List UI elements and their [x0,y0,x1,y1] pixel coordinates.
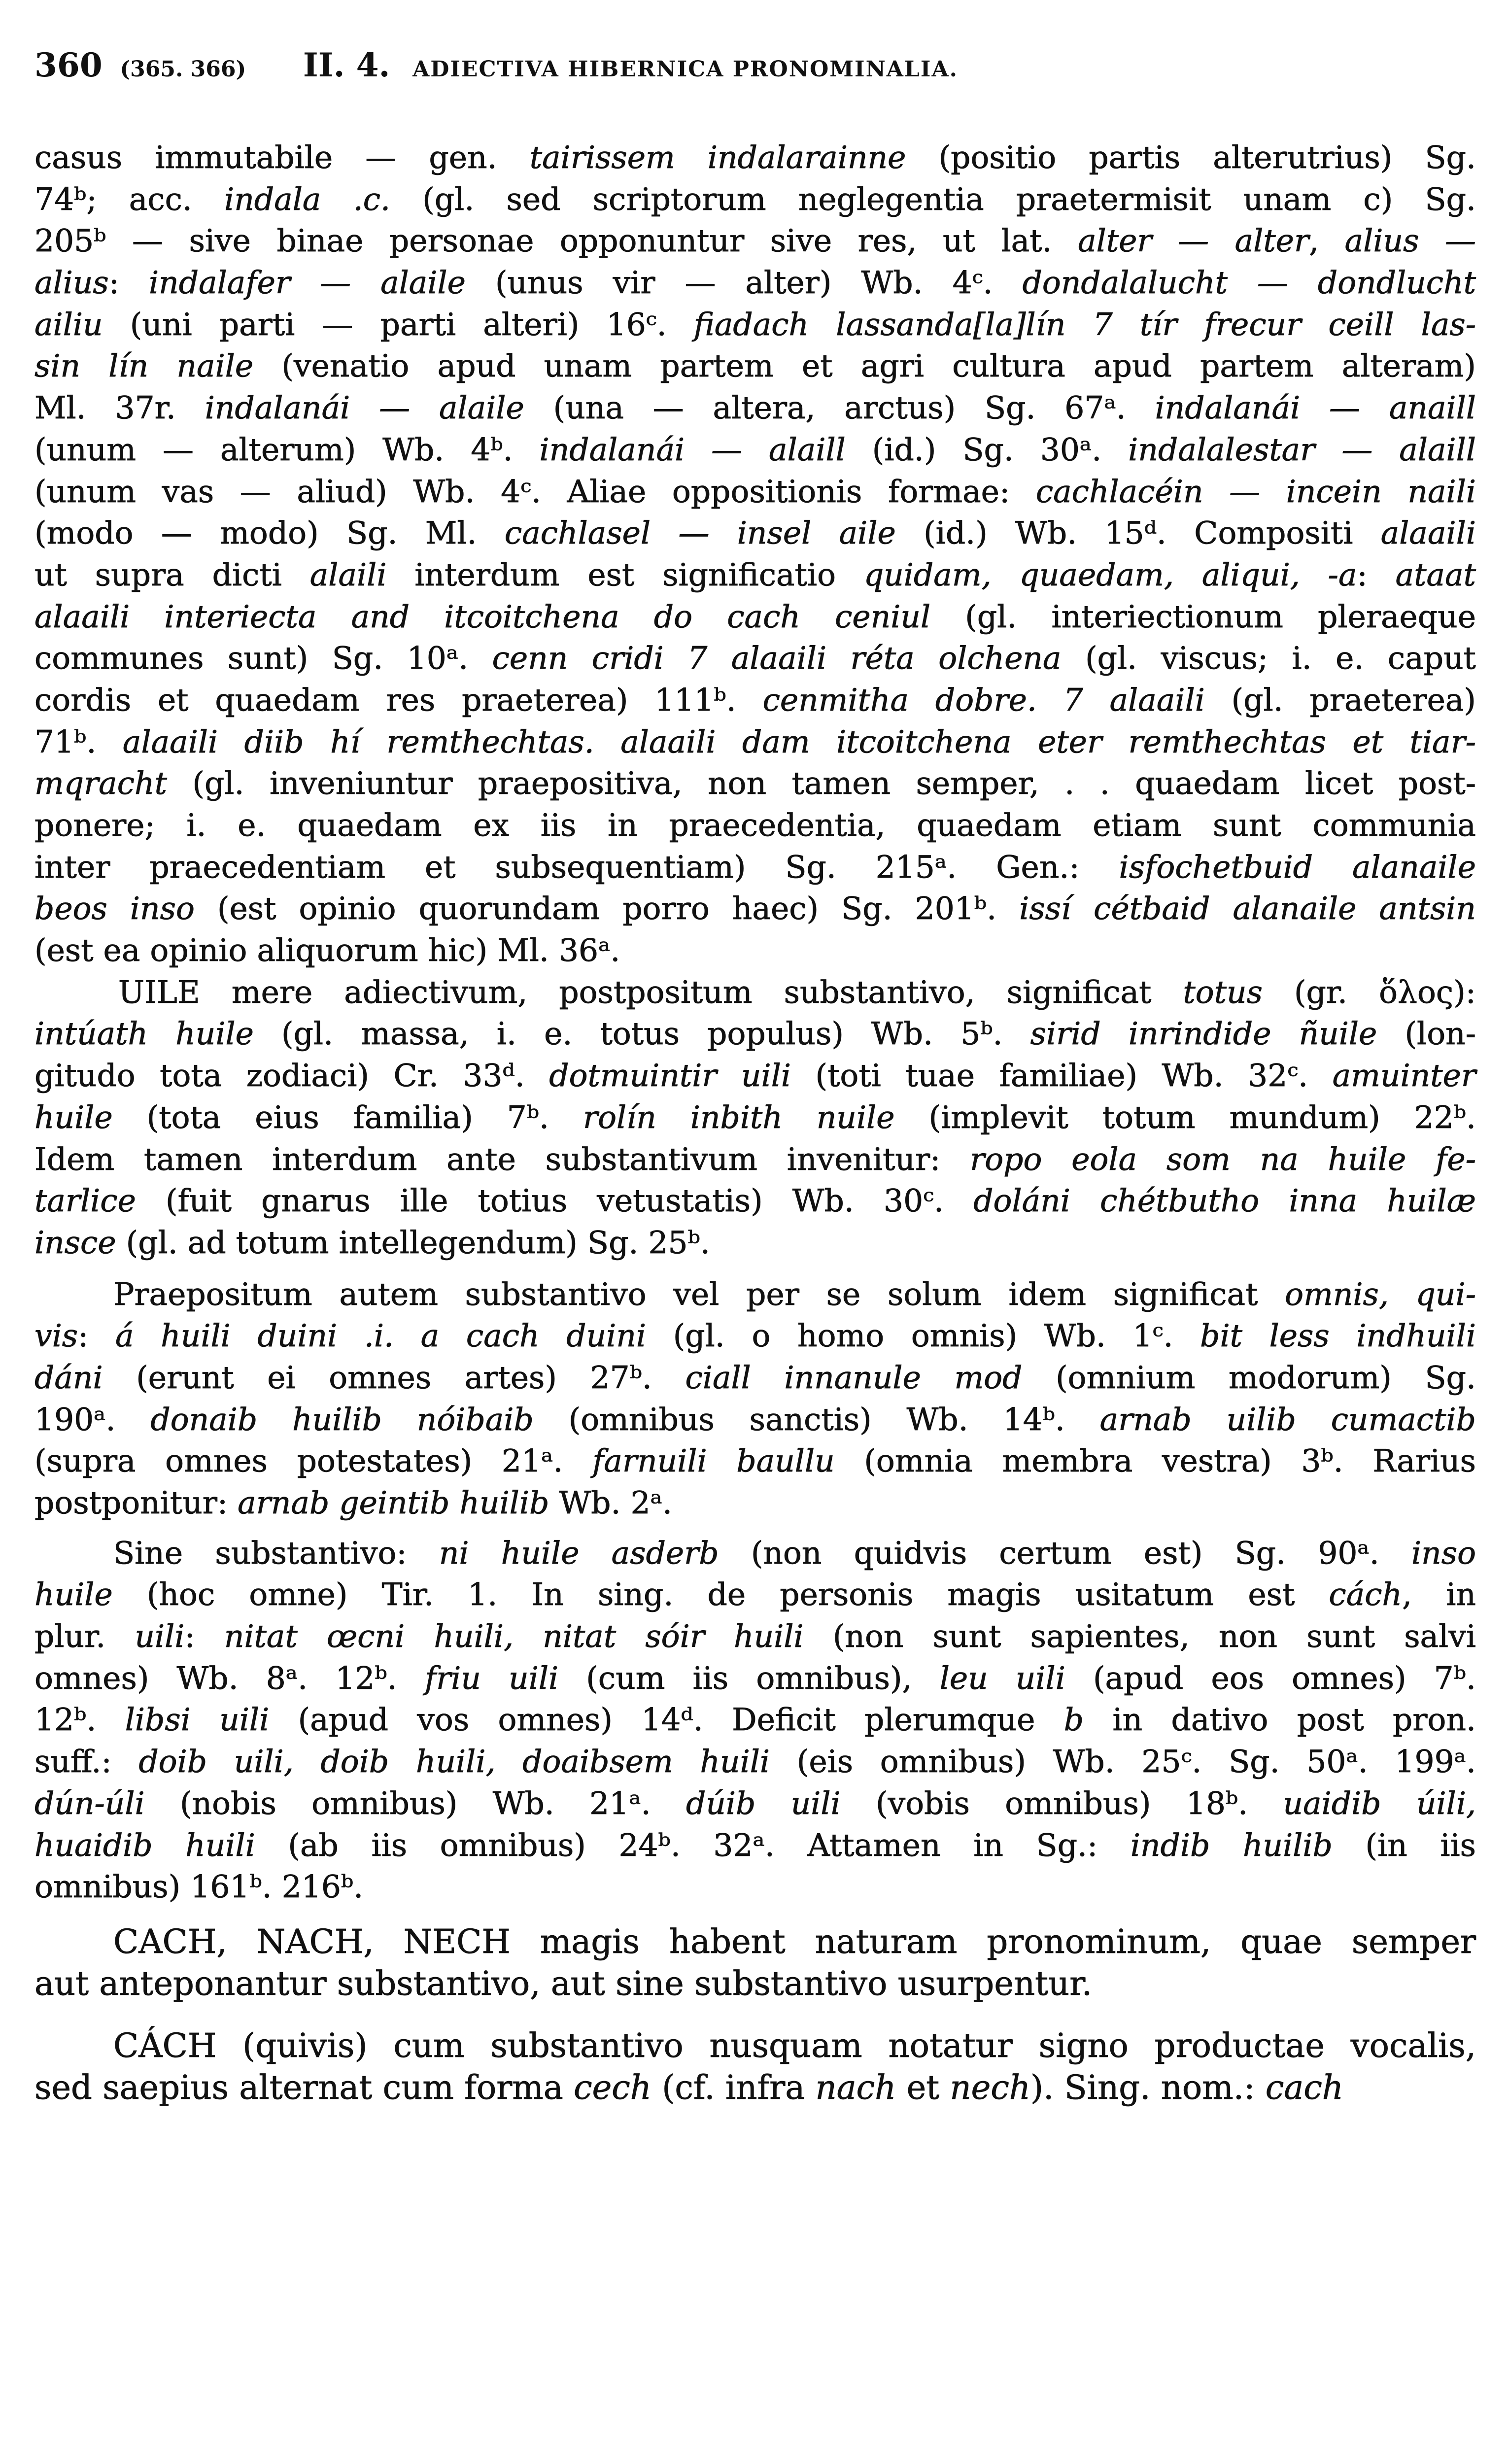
body-text [34,137,1476,2109]
text-line [34,888,1476,930]
latin-text: 190ᵃ. [34,1401,151,1437]
latin-text: (positio partis alterutrius) Sg. [906,139,1476,175]
section-references: (365. 366) [120,57,246,82]
irish-quotation: huile [34,1099,113,1135]
latin-text: (apud eos omnes) 7ᵇ. [1065,1660,1476,1696]
irish-quotation: insce [34,1224,116,1261]
latin-text: Idem tamen interdum ante substantivum invenitur: [34,1141,970,1177]
text-line [34,1274,1476,1316]
irish-quotation: indalalestar — alaill [1128,431,1476,468]
irish-quotation: mqracht [34,765,167,802]
latin-text: Ml. 37r. [34,390,205,426]
irish-quotation: sin lín naile [34,348,254,384]
latin-text: : [184,1618,224,1655]
text-line [34,1658,1476,1700]
irish-quotation: issí cétbaid alanaile antsin [1019,890,1476,927]
latin-text: CACH, NACH, NECH magis habent naturam pronominum, quae semper [113,1922,1476,1961]
latin-text: ). Sing. nom.: [1030,2068,1266,2107]
chapter-title: ADIECTIVA HIBERNICA PRONOMINALIA. [412,57,958,82]
text-line [34,179,1476,221]
latin-text: (erunt ei omnes artes) 27ᵇ. [103,1359,685,1396]
paragraph [34,137,1476,1264]
irish-quotation: ataat [1395,556,1476,593]
latin-text: (gl. viscus; i. e. caput [1061,640,1476,677]
latin-text: , in [1402,1576,1476,1613]
latin-text: communes sunt) Sg. 10ᵃ. [34,640,492,677]
text-line [34,1055,1476,1097]
text-line [34,930,1476,972]
text-line [34,1357,1476,1399]
latin-text: (non quidvis certum est) Sg. 90ᵃ. [719,1535,1412,1571]
irish-quotation: ailiu [34,306,103,342]
irish-quotation: b [1063,1702,1084,1738]
latin-text: (omnibus sanctis) Wb. 14ᵇ. [533,1401,1100,1437]
text-line [34,1574,1476,1616]
latin-text: (non sunt sapientes, non sunt salvi [803,1618,1476,1655]
text-line [34,1699,1476,1741]
latin-text: casus immutabile — gen. [34,139,530,175]
text-line [34,1825,1476,1867]
latin-text: (omnium modorum) Sg. [1022,1359,1476,1396]
text-line [34,1139,1476,1181]
latin-text: postponitur: [34,1485,238,1521]
text-line [34,680,1476,721]
irish-quotation: rolín inbith nuile [583,1099,895,1135]
latin-text: (unum — alterum) Wb. 4ᵇ. [34,431,540,468]
irish-quotation: leu uili [939,1660,1065,1696]
latin-text: (gl. praeterea) [1204,682,1476,718]
latin-text: 71ᵇ. [34,723,123,760]
irish-quotation: dún-úli [34,1785,145,1821]
irish-quotation: alius [34,265,109,301]
text-line [34,387,1476,429]
irish-quotation: libsi uili [125,1702,270,1738]
page-number: 360 [34,46,103,84]
text-line [34,1315,1476,1357]
latin-text: (una — altera, arctus) Sg. 67ᵃ. [524,390,1155,426]
irish-quotation: indalanái — anaill [1155,390,1476,426]
irish-quotation: beos inso [34,890,195,927]
latin-text: (unum vas — aliud) Wb. 4ᶜ. Aliae oppositionis formae: [34,473,1036,510]
text-line [34,847,1476,889]
text-line [34,304,1476,346]
latin-text: (gl. interiectionum pleraeque [930,598,1476,635]
latin-text: (in iis [1332,1827,1476,1863]
irish-quotation: amuinter [1332,1058,1476,1094]
latin-text: (eis omnibus) Wb. 25ᶜ. Sg. 50ᵃ. 199ᵃ. [770,1744,1476,1780]
latin-text: (vobis omnibus) 18ᵇ. [840,1785,1283,1821]
irish-quotation: cachlacéin — incein naili [1035,473,1476,510]
irish-quotation: indalanái — alaile [205,390,524,426]
irish-quotation: tarlice [34,1183,136,1219]
text-line [34,1482,1476,1524]
latin-text: CÁCH (quivis) cum substantivo nusquam notatur signo productae vocalis, [113,2026,1476,2065]
irish-quotation: friu uili [424,1660,559,1696]
latin-text: et [896,2068,950,2107]
latin-text: (cum iis omnibus), [558,1660,940,1696]
text-line [34,2067,1476,2109]
irish-quotation: nech [950,2068,1031,2107]
irish-quotation: alaaili interiecta and itcoitchena do cach ceniul [34,598,931,635]
latin-text: aut anteponantur substantivo, aut sine substantivo usurpentur. [34,1964,1093,2003]
irish-quotation: ni huile asderb [439,1535,719,1571]
latin-text: (id.) Sg. 30ᵃ. [845,431,1129,468]
text-line [34,972,1476,1014]
text-line [34,1921,1476,1963]
irish-quotation: arnab uilib cumactib [1099,1401,1476,1437]
text-line [34,1013,1476,1055]
text-line [34,471,1476,513]
latin-text: UILE mere adiectivum, postpositum substantivo, significat [118,974,1183,1010]
latin-text: (modo — modo) Sg. Ml. [34,515,505,551]
latin-text: (hoc omne) Tir. 1. In sing. de personis magis usitatum est [112,1576,1329,1613]
latin-text: gitudo tota zodiaci) Cr. 33ᵈ. [34,1058,549,1094]
text-line [34,220,1476,262]
latin-text: (gr. ὅλος): [1262,974,1476,1010]
irish-quotation: farnuili baullu [592,1443,835,1479]
latin-text: (fuit gnarus ille totius vetustatis) Wb. 30ᶜ. [136,1183,974,1219]
irish-quotation: tairissem indalarainne [529,139,906,175]
latin-text: (uni parti — parti alteri) 16ᶜ. [103,306,694,342]
text-line [34,721,1476,763]
latin-text: plur. [34,1618,135,1655]
irish-quotation: cenmitha dobre. 7 alaaili [762,682,1205,718]
irish-quotation: indib huilib [1130,1827,1333,1863]
paragraph [34,1921,1476,2004]
irish-quotation: dúib uili [685,1785,841,1821]
latin-text: (est ea opinio aliquorum hic) Ml. 36ᵃ. [34,932,620,969]
latin-text: : [108,265,149,301]
latin-text: Wb. 2ᵃ. [549,1485,672,1521]
irish-quotation: ropo eola som na huile fe- [970,1141,1476,1177]
irish-quotation: donaib huilib nóibaib [150,1401,534,1437]
chapter-number: II. 4. [303,46,390,84]
latin-text: (id.) Wb. 15ᵈ. Compositi [895,515,1381,551]
latin-text: ponere; i. e. quaedam ex iis in praecedentia, quaedam etiam sunt communia [34,807,1476,843]
latin-text: (tota eius familia) 7ᵇ. [112,1099,583,1135]
latin-text: (cf. infra [651,2068,816,2107]
latin-text: : [1357,556,1396,593]
paragraph [34,1533,1476,1908]
latin-text: (gl. ad totum intellegendum) Sg. 25ᵇ. [116,1224,710,1261]
irish-quotation: quidam, quaedam, aliqui, -a [863,556,1357,593]
irish-quotation: vis [34,1318,78,1354]
latin-text: (apud vos omnes) 14ᵈ. Deficit plerumque [269,1702,1064,1738]
latin-text: (gl. massa, i. e. totus populus) Wb. 5ᵇ. [253,1016,1030,1052]
text-line [34,513,1476,554]
irish-quotation: á huili duini .i. a cach duini [115,1318,647,1354]
latin-text: (est opinio quorundam porro haec) Sg. 201ᵇ. [194,890,1020,927]
latin-text: suff.: [34,1744,139,1780]
latin-text: Praepositum autem substantivo vel per se solum idem significat [113,1276,1285,1312]
latin-text: Sine substantivo: [113,1535,439,1571]
latin-text: in dativo post pron. [1084,1702,1476,1738]
latin-text: inter praecedentiam et subsequentiam) Sg. 215ᵃ. Gen.: [34,849,1119,885]
irish-quotation: sirid inrindide ñuile [1030,1016,1377,1052]
text-line [34,596,1476,638]
irish-quotation: cach [1265,2068,1344,2107]
irish-quotation: huile [34,1576,113,1613]
text-line [34,554,1476,596]
latin-text: : [78,1318,115,1354]
irish-quotation: huaidib huili [34,1827,255,1863]
latin-text: (omnia membra vestra) 3ᵇ. Rarius [834,1443,1476,1479]
latin-text: (venatio apud unam partem et agri cultura apud partem alteram) [253,348,1476,384]
latin-text: 12ᵇ. [34,1702,125,1738]
latin-text: interdum est significatio [386,556,864,593]
text-line [34,1616,1476,1658]
irish-quotation: cách [1329,1576,1403,1613]
latin-text: omnibus) 161ᵇ. 216ᵇ. [34,1869,364,1905]
irish-quotation: cachlasel — insel aile [504,515,896,551]
irish-quotation: uaidib úili, [1283,1785,1476,1821]
latin-text: (toti tuae familiae) Wb. 32ᶜ. [791,1058,1333,1094]
text-line [34,429,1476,471]
irish-quotation: alaili [309,556,387,593]
text-line [34,262,1476,304]
latin-text: (nobis omnibus) Wb. 21ᵃ. [144,1785,686,1821]
latin-text: 205ᵇ — sive binae personae opponuntur sive res, ut lat. [34,223,1078,259]
irish-quotation: omnis, qui- [1285,1276,1476,1312]
text-line [34,1963,1476,2005]
irish-quotation: doláni chétbutho inna huilæ [973,1183,1476,1219]
irish-quotation: dáni [34,1359,103,1396]
latin-text: , [1309,223,1345,259]
latin-text: (gl. o homo omnis) Wb. 1ᶜ. [646,1318,1200,1354]
text-line [34,1783,1476,1825]
text-line [34,137,1476,179]
text-line [34,805,1476,847]
irish-quotation: totus [1183,974,1263,1010]
latin-text: (gl. inveniuntur praepositiva, non tamen semper, . . quaedam licet post- [167,765,1476,802]
latin-text: (gl. sed scriptorum neglegentia praetermisit unam c) Sg. [390,181,1476,217]
text-line [34,763,1476,805]
irish-quotation: dotmuintir uili [549,1058,791,1094]
latin-text: (ab iis omnibus) 24ᵇ. 32ᵃ. Attamen in Sg.: [255,1827,1131,1863]
running-header [34,45,1508,85]
irish-quotation: nach [815,2068,896,2107]
irish-quotation: isfochetbuid alanaile [1119,849,1476,885]
latin-text: 74ᵇ; acc. [34,181,225,217]
irish-quotation: alter — alter [1078,223,1309,259]
text-line [34,345,1476,387]
text-line [34,1097,1476,1139]
text-line [34,2025,1476,2067]
irish-quotation: cenn cridi 7 alaaili réta olchena [492,640,1062,677]
irish-quotation: cech [574,2068,651,2107]
irish-quotation: indalanái — alaill [539,431,846,468]
latin-text: omnes) Wb. 8ᵃ. 12ᵇ. [34,1660,425,1696]
irish-quotation: indalafer — alaile [149,265,466,301]
latin-text: (unus vir — alter) Wb. 4ᶜ. [465,265,1023,301]
irish-quotation: fiadach lassanda[la]lín 7 tír frecur ceill las- [693,306,1476,342]
text-line [34,1222,1476,1264]
paragraph [34,1274,1476,1524]
latin-text: (implevit totum mundum) 22ᵇ. [894,1099,1476,1135]
text-line [34,1741,1476,1783]
latin-text: (supra omnes potestates) 21ᵃ. [34,1443,593,1479]
latin-text: ut supra dicti [34,556,310,593]
irish-quotation: doib uili, doib huili, doaibsem huili [138,1744,770,1780]
text-line [34,1533,1476,1574]
text-line [34,1399,1476,1441]
irish-quotation: uili [135,1618,185,1655]
irish-quotation: alius — [1344,223,1476,259]
text-line [34,1180,1476,1222]
latin-text: cordis et quaedam res praeterea) 111ᵇ. [34,682,763,718]
paragraph [34,2025,1476,2108]
latin-text: sed saepius alternat cum forma [34,2068,574,2107]
latin-text: (lon- [1377,1016,1476,1052]
irish-quotation: ciall innanule mod [685,1359,1023,1396]
text-line [34,1866,1476,1908]
irish-quotation: nitat œcni huili, nitat sóir huili [224,1618,804,1655]
text-line [34,638,1476,680]
irish-quotation: alaaili diib hí remthechtas. alaaili dam itcoitchena eter remthechtas et tiar- [122,723,1476,760]
irish-quotation: inso [1411,1535,1476,1571]
irish-quotation: indala .c. [224,181,391,217]
irish-quotation: intúath huile [34,1016,254,1052]
irish-quotation: bit less indhuili [1200,1318,1476,1354]
irish-quotation: alaaili [1380,515,1476,551]
text-line [34,1440,1476,1482]
irish-quotation: dondalalucht — dondlucht [1022,265,1476,301]
irish-quotation: arnab geintib huilib [238,1485,549,1521]
